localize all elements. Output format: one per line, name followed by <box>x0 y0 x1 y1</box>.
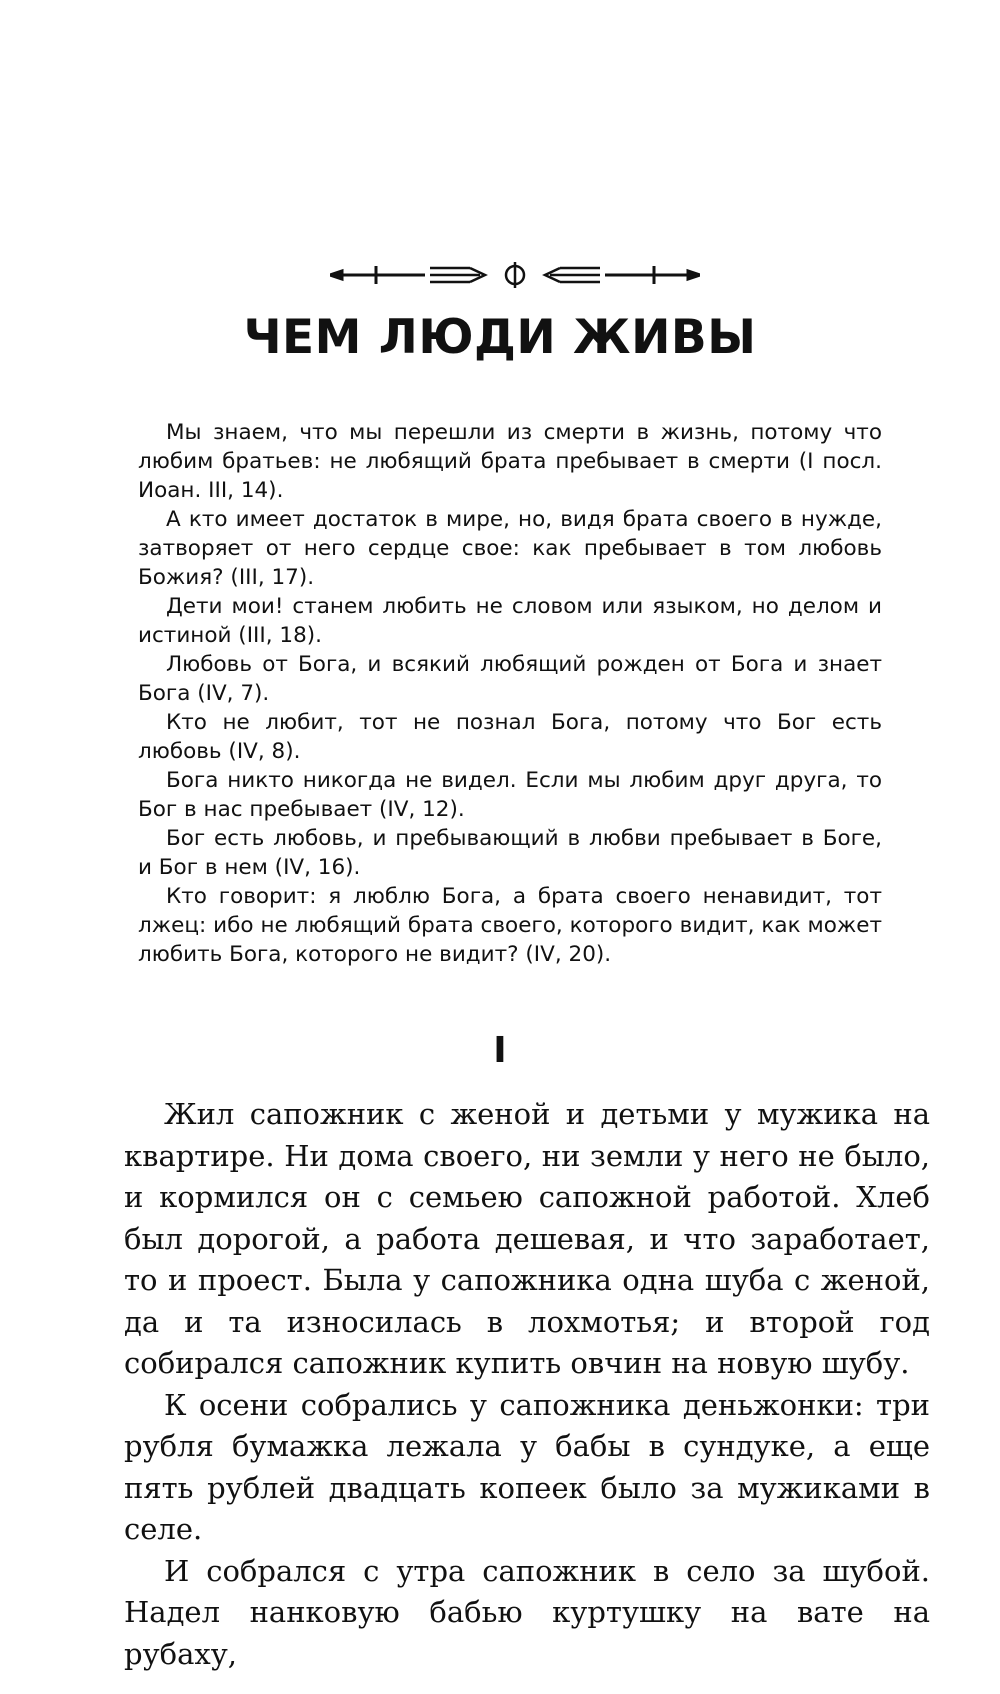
epigraph-paragraph: Дети мои! станем любить не словом или языком, но делом и истиной (III, 18). <box>138 594 882 648</box>
epigraph <box>138 418 882 969</box>
epigraph-paragraph: Мы знаем, что мы перешли из смерти в жизнь, потому что любим братьев: не любящий брата пребывает в смерти (I посл. Иоан. III, 14). <box>138 420 882 503</box>
epigraph-paragraph: Бог есть любовь, и пребывающий в любви пребывает в Боге, и Бог в нем (IV, 16). <box>138 826 882 880</box>
story-text <box>124 1094 930 1675</box>
epigraph-paragraph: Кто говорит: я люблю Бога, а брата своего ненавидит, тот лжец: ибо не любящий брата своего, которого видит, как может любить Бога, которого не видит? (IV, 20). <box>138 884 882 967</box>
ornament-divider-icon <box>330 260 700 290</box>
epigraph-paragraph: Бога никто никогда не видел. Если мы любим друг друга, то Бог в нас пребывает (IV, 12). <box>138 768 882 822</box>
story-paragraph: И собрался с утра сапожник в село за шубой. Надел нанковую бабью куртушку на вате на рубаху, <box>124 1553 930 1671</box>
epigraph-paragraph: Кто не любит, тот не познал Бога, потому что Бог есть любовь (IV, 8). <box>138 710 882 764</box>
epigraph-paragraph: Любовь от Бога, и всякий любящий рожден от Бога и знает Бога (IV, 7). <box>138 652 882 706</box>
story-paragraph: К осени собрались у сапожника деньжонки: три рубля бумажка лежала у бабы в сундуке, а еще пять рублей двадцать копеек было за мужиками в селе. <box>124 1387 930 1546</box>
story-title: ЧЕМ ЛЮДИ ЖИВЫ <box>243 310 757 365</box>
epigraph-paragraph: А кто имеет достаток в мире, но, видя брата своего в нужде, затворяет от него сердце свое: как пребывает в том любовь Божия? (III, 17). <box>138 507 882 590</box>
story-paragraph: Жил сапожник с женой и детьми у мужика на квартире. Ни дома своего, ни земли у него не было, и кормился он с семьею сапожной работой. Хлеб был дорогой, а работа дешевая, и что заработает, то и проест. Была у сапожника одна шуба с женой, да и та износилась в лохмотья; и второй год собирался сапожник купить овчин на новую шубу. <box>124 1097 930 1380</box>
chapter-number: I <box>493 1030 507 1071</box>
